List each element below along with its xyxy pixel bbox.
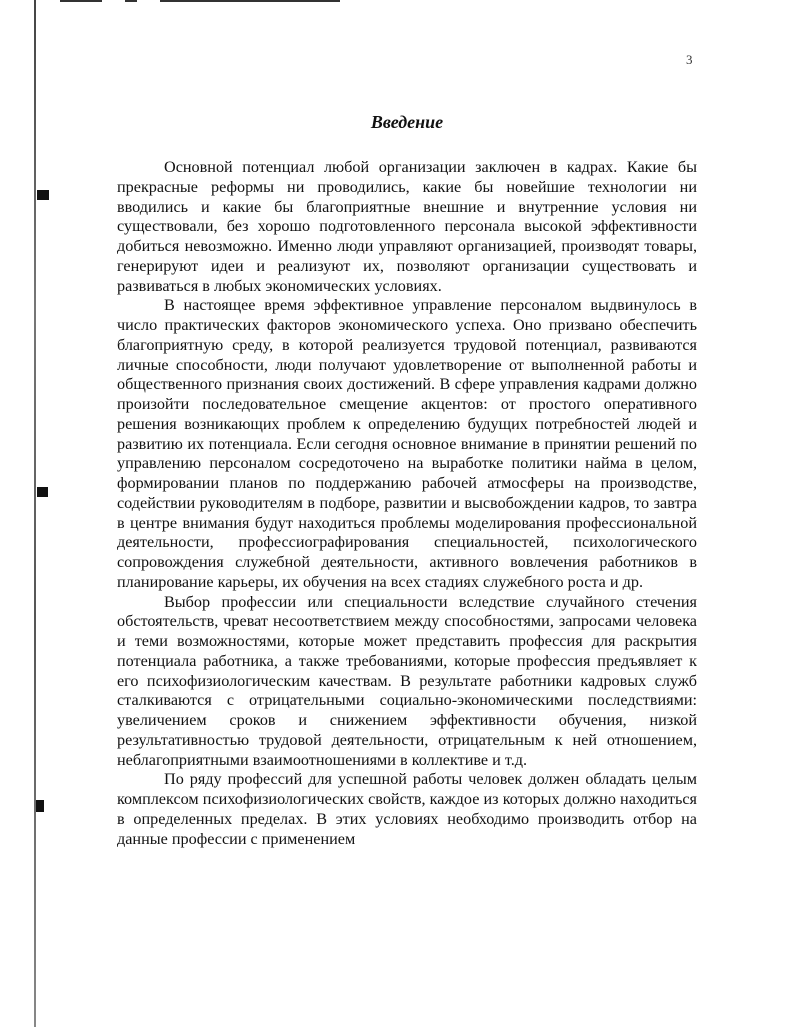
paragraph: В настоящее время эффективное управление персоналом выдвинулось в число практических факторов экономического успеха. Оно призвано обеспечить благоприятную среду, в которой реализуется трудовой потенциал, развиваются личные способности, люди получают удовлетворение от выполненной работы и общественного признания своих достижений. В сфере управления кадрами должно произойти последовательное смещение акцентов: от простого оперативного решения возникающих проблем к определению будущих потребностей людей и развитию их потенциала. Если сегодня основное внимание в принятии решений по управлению персоналом сосредоточено на выработке политики найма в целом, формировании планов по поддержанию рабочей атмосферы на производстве, содействии руководителям в подборе, развитии и высвобождении кадров, то завтра в центре внимания будут находиться проблемы моделирования профессиональной деятельности, профессиографирования специальностей, психологического сопровождения служебной деятельности, активного вовлечения работников в планирование карьеры, их обучения на всех стадиях служебного роста и др. <box>117 296 697 591</box>
scan-margin-line <box>34 0 36 1027</box>
scan-binding-mark <box>37 190 49 200</box>
paragraph: Выбор профессии или специальности вследствие случайного стечения обстоятельств, чреват несоответствием между способностями, запросами человека и теми возможностями, которые может представить профессия для раскрытия потенциала работника, а также требованиями, которые профессия предъявляет к его психофизиологическим качествам. В результате работники кадровых служб сталкиваются с отрицательными социально-экономическими последствиями: увеличением сроков и снижением эффективности обучения, низкой результативностью трудовой деятельности, отрицательным к ней отношением, неблагоприятными взаимоотношениями в коллективе и т.д. <box>117 592 697 769</box>
scan-binding-mark <box>37 487 48 497</box>
page-number: 3 <box>686 52 693 67</box>
scan-top-artifact <box>60 0 102 2</box>
paragraph: Основной потенциал любой организации заключен в кадрах. Какие бы прекрасные реформы ни проводились, какие бы новейшие технологии ни вводились и какие бы благоприятные внешние и внутренние условия ни существовали, без хорошо подготовленного персонала высокой эффективности добиться невозможно. Именно люди управляют организацией, производят товары, генерируют идеи и реализуют их, позволяют организации существовать и развиваться в любых экономических условиях. <box>117 158 697 295</box>
scan-binding-mark <box>36 800 44 812</box>
scan-top-artifact <box>160 0 340 2</box>
page-title: Введение <box>370 112 444 132</box>
paragraph: По ряду профессий для успешной работы человек должен обладать целым комплексом психофизиологических свойств, каждое из которых должно находиться в определенных пределах. В этих условиях необходимо производить отбор на данные профессии с применением <box>117 770 697 848</box>
scan-top-artifact <box>125 0 137 2</box>
body-text <box>117 158 697 849</box>
